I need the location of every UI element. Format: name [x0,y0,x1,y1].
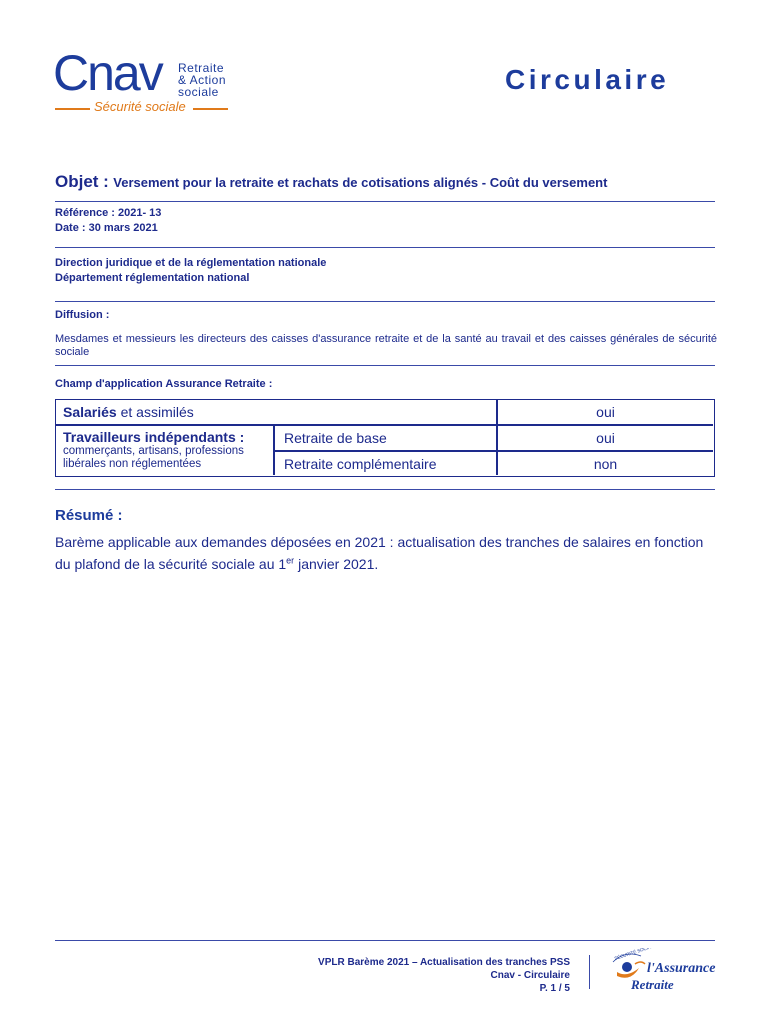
assurance-retraite-logo [605,948,725,996]
table-row-divider [273,450,713,452]
reference-number: Référence : 2021- 13 [55,207,162,219]
category-bold: Salariés [63,404,117,420]
subject-label: Objet : [55,172,109,191]
summary-title: Résumé : [55,507,123,524]
table-cell-value: non [593,456,618,472]
category-rest: et assimilés [116,404,194,420]
footer-document-title: VPLR Barème 2021 – Actualisation des tranches PSS [318,957,570,968]
reference-block [55,206,161,236]
logo-tagline: Sécurité sociale [94,99,186,114]
scope-label: Champ d'application Assurance Retraite : [55,378,273,390]
table-cell-label: Retraite complémentaire [284,456,437,472]
reference-date: Date : 30 mars 2021 [55,222,158,234]
table-cell-value: oui [596,404,615,420]
table-row-divider [56,424,713,426]
table-cell-label: Retraite de base [284,430,387,446]
table-cell-category [63,404,194,420]
page-number: P. 1 / 5 [539,983,570,994]
logo-side-line: & Action [178,73,227,87]
summary-superscript: er [286,555,295,566]
footer-divider [55,940,715,941]
table-cell-value: oui [596,430,615,446]
logo-text-line2: Retraite [631,977,674,992]
logo-divider-left [55,108,90,110]
department-name: Département réglementation national [55,272,250,284]
divider [55,301,715,302]
divider [55,489,715,490]
divider [55,365,715,366]
document-type-title: Circulaire [505,64,670,95]
footer-info [250,956,570,995]
summary-text [55,531,720,575]
table-cell-category [63,429,271,471]
category-subtext: commerçants, artisans, professions libérales non réglementées [63,445,244,470]
table-col-divider [273,424,275,475]
issuing-department [55,256,326,286]
footer-document-type: Cnav - Circulaire [490,970,570,981]
scope-table [55,399,715,477]
direction-name: Direction juridique et de la réglementation nationale [55,257,327,269]
cnav-logo-subtitle [178,62,226,98]
footer-separator [589,955,590,989]
diffusion-text: Mesdames et messieurs les directeurs des caisses d'assurance retraite et de la santé au travail et des caisses générales de sécurité sociale [55,333,717,358]
logo-divider-right [193,108,228,110]
divider [55,201,715,202]
summary-text-a: Barème applicable aux demandes déposées en 2021 : actualisation des tranches de salaires en fonction du plafond de la sécurité sociale au 1 [55,534,704,572]
logo-side-line: sociale [178,85,219,99]
diffusion-label: Diffusion : [55,309,110,321]
divider [55,247,715,248]
subject [55,172,720,192]
logo-text-line1: l'Assurance [647,961,716,976]
category-bold: Travailleurs indépendants : [63,429,245,445]
logo-side-line: Retraite [178,61,225,75]
svg-text:SÉCURITÉ SOCIALE: SÉCURITÉ SOCIALE [613,948,657,961]
cnav-logo-wordmark: Cnav [53,45,162,101]
subject-text: Versement pour la retraite et rachats de cotisations alignés - Coût du versement [113,175,608,190]
summary-text-b: janvier 2021. [294,556,379,572]
